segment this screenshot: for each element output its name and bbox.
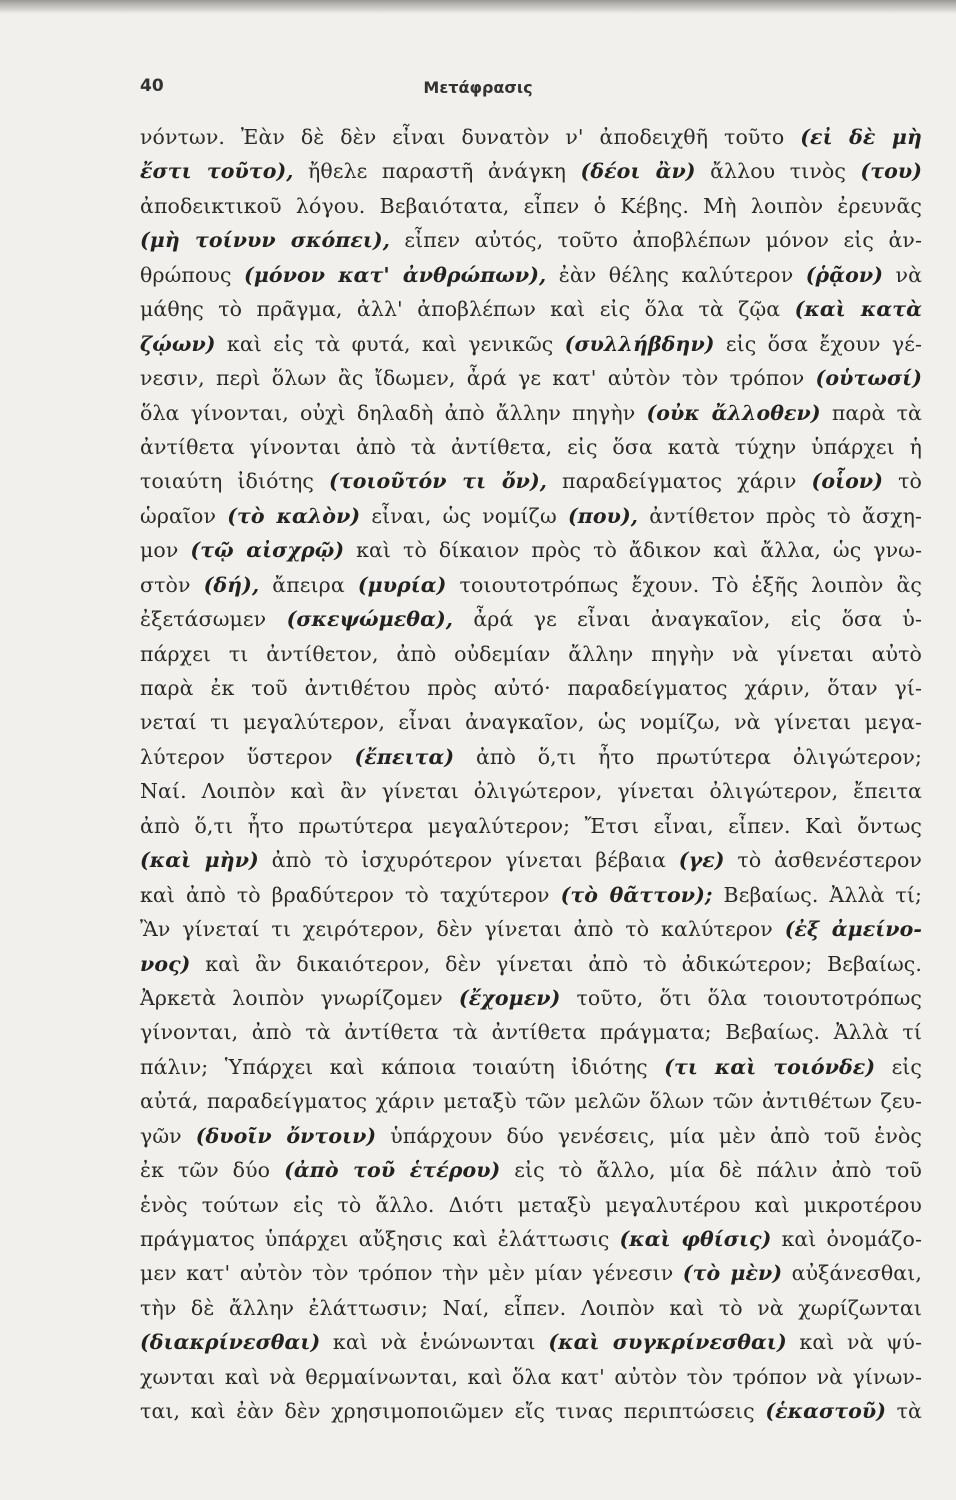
original-greek-gloss: ἔστι τοῦτο), [140,159,294,184]
text-line [140,292,922,326]
text-segment: παρὰ τὰ [820,400,922,425]
text-segment: καὶ ἂν δικαιότερον, δὲν γίνεται ἀπὸ τὸ ἀδικώτερον; Βεβαίως. [190,951,922,976]
text-line [140,1050,922,1084]
original-greek-gloss: (καὶ φθίσις) [619,1227,772,1251]
text-segment: νεταί τι μεγαλύτερον, εἶναι ἀναγκαῖον, ὡς νομίζω, νὰ γίνεται μεγα- [140,710,922,735]
original-greek-gloss: (ῥᾷον) [805,262,884,287]
text-segment: Βεβαίως. Ἀλλὰ τί; [712,882,923,907]
text-line [140,568,922,602]
original-greek-gloss: (εἰ δὲ μὴ [800,125,922,149]
text-line [140,223,922,257]
text-segment: τὸ ἀσθενέστερον [724,848,922,873]
text-line [140,981,922,1015]
text-line [140,1325,922,1359]
text-segment: καὶ νὰ ψύ- [786,1330,922,1355]
text-line [140,809,922,843]
text-segment: μάθης τὸ πρᾶγμα, ἀλλ' ἀποβλέπων καὶ εἰς ὅλα τὰ ζῷα [140,297,795,322]
text-segment: καὶ ἀπὸ τὸ βραδύτερον τὸ ταχύτερον [140,882,561,907]
original-greek-gloss: (μόνον κατ' ἀνθρώπων), [244,262,547,287]
text-segment: τὰ [886,1399,922,1424]
text-segment: καὶ τὸ δίκαιον πρὸς τὸ ἄδικον καὶ ἄλλα, ὡς γνω- [344,538,922,563]
text-segment: καὶ νὰ ἑνώνωνται [320,1330,549,1355]
original-greek-gloss: ζῴων) [140,331,216,356]
page-number: 40 [140,76,164,96]
original-greek-gloss: (συλλήβδην) [564,331,715,356]
original-greek-gloss: (μυρία) [357,572,447,597]
text-segment: εἰς ὅσα ἔχουν γέ- [714,331,922,356]
text-segment: νόντων. Ἐὰν δὲ δὲν εἶναι δυνατὸν ν' ἀποδειχθῆ τοῦτο [140,125,801,149]
text-segment: ἀποδεικτικοῦ λόγου. Βεβαιότατα, εἶπεν ὁ Κέβης. Μὴ λοιπὸν ἐρευνᾶς [140,193,922,218]
text-segment: τὸ [883,469,922,494]
text-segment: Ἂν γίνεταί τι χειρότερον, δὲν γίνεται ἀπὸ τὸ καλύτερον [140,917,785,942]
text-line [140,947,922,981]
text-segment: ἤθελε παραστῆ ἀνάγκη [293,159,581,184]
original-greek-gloss: (τὸ μὲν) [682,1261,783,1286]
text-line [140,637,922,671]
text-line [140,1153,922,1187]
original-greek-gloss: (ἔπειτα) [354,744,455,769]
text-segment: εἰς τὸ ἄλλο, μία δὲ πάλιν ἀπὸ τοῦ [500,1158,922,1183]
original-greek-gloss: (ἐξ ἀμείνο- [784,917,922,942]
text-segment: παρὰ ἐκ τοῦ ἀντιθέτου πρὸς αὐτό· παραδείγματος χάριν, ὅταν γί- [140,676,922,700]
text-segment: εἰς [875,1054,923,1079]
text-line [140,878,922,912]
original-greek-gloss: (καὶ μὴν) [140,848,259,873]
text-segment: τοῦτο, ὅτι ὅλα τοιουτοτρόπως [560,985,922,1010]
text-line [140,533,922,567]
original-greek-gloss: (του) [860,159,923,184]
text-line [140,1291,922,1325]
text-line [140,1015,922,1049]
running-head: Μετάφρασις [423,78,533,97]
text-line [140,912,922,946]
original-greek-gloss: (διακρίνεσθαι) [140,1330,321,1355]
text-line [140,1360,922,1394]
text-segment: μον [140,538,191,563]
text-segment: νεσιν, περὶ ὅλων ἂς ἴδωμεν, ἆρά γε κατ' αὐτὸν τὸν τρόπον [140,366,816,391]
text-segment: τοιουτοτρόπως ἔχουν. Τὸ ἑξῆς λοιπὸν ἂς [446,572,923,597]
text-segment: παραδείγματος χάριν [546,469,812,494]
original-greek-gloss: (γε) [678,848,725,873]
text-segment: ἑνὸς τούτων εἰς τὸ ἄλλο. Διότι μεταξὺ μεγαλυτέρου καὶ μικροτέρου [140,1192,922,1217]
text-line [140,258,922,292]
text-segment: ἐξετάσωμεν [140,607,287,632]
original-greek-gloss: (τὸ καλὸν) [227,503,361,528]
text-segment: μεν κατ' αὐτὸν τὸν τρόπον τὴν μὲν μίαν γένεσιν [140,1261,683,1286]
text-line [140,154,922,188]
text-segment: ἐὰν θέλης καλύτερον [546,262,806,287]
original-greek-gloss: (τοιοῦτόν τι ὄν), [329,469,547,494]
text-segment: ἀπὸ τὸ ἰσχυρότερον γίνεται βέβαια [258,848,679,873]
text-line [140,1222,922,1256]
original-greek-gloss: (μὴ τοίνυν σκόπει), [140,228,390,253]
text-segment: λύτερον ὕστερον [140,744,355,769]
original-greek-gloss: (ἑκαστοῦ) [765,1399,887,1424]
text-segment: τὴν δὲ ἄλλην ἐλάττωσιν; Ναί, εἶπεν. Λοιπὸν καὶ τὸ νὰ χωρίζωνται [140,1295,922,1320]
text-line [140,430,922,464]
text-line [140,499,922,533]
text-line [140,464,922,498]
original-greek-gloss: (καὶ συγκρίνεσθαι) [548,1330,787,1355]
text-segment: ὑπάρχουν δύο γενέσεις, μία μὲν ἀπὸ τοῦ ἑνὸς [376,1123,922,1148]
text-segment: ἄλλου τινὸς [695,159,861,184]
text-segment: Ναί. Λοιπὸν καὶ ἂν γίνεται ὀλιγώτερον, γίνεται ὀλιγώτερον, ἔπειτα [140,779,922,804]
text-segment: τοιαύτη ἰδιότης [140,469,330,494]
text-line [140,671,922,705]
text-segment: γῶν [140,1123,196,1148]
text-line [140,189,922,223]
text-segment: ἀπὸ ὅ,τι ἦτο πρωτύτερα ὀλιγώτερον; [454,744,922,769]
original-greek-gloss: (τῷ αἰσχρῷ) [190,538,345,563]
text-segment: ἐκ τῶν δύο [140,1158,285,1183]
original-greek-gloss: (οὐκ ἄλλοθεν) [646,400,821,425]
page-edge-shadow [0,0,956,14]
text-segment: χωνται καὶ νὰ θερμαίνωνται, καὶ ὅλα κατ' αὐτὸν τὸν τρόπον νὰ γίνων- [140,1364,922,1389]
text-segment: νὰ [883,262,923,287]
original-greek-gloss: (καὶ κατὰ [794,297,922,322]
text-segment: εἶναι, ὡς νομίζω [360,503,568,528]
text-segment: ἆρά γε εἶναι ἀναγκαῖον, εἰς ὅσα ὑ- [453,607,922,632]
original-greek-gloss: (δή), [203,572,260,597]
text-line [140,120,922,154]
body-text [140,120,922,1429]
text-segment: πράγματος ὑπάρχει αὔξησις καὶ ἐλάττωσις [140,1227,620,1251]
text-segment: Ἀρκετὰ λοιπὸν γνωρίζομεν [140,985,459,1010]
text-line [140,705,922,739]
original-greek-gloss: (οὑτωσί) [815,366,922,391]
original-greek-gloss: (τι καὶ τοιόνδε) [664,1054,876,1079]
text-line [140,774,922,808]
text-segment: ται, καὶ ἐὰν δὲν χρησιμοποιῶμεν εἴς τινας περιπτώσεις [140,1399,766,1424]
text-segment: καὶ εἰς τὰ φυτά, καὶ γενικῶς [215,331,565,356]
text-segment: εἶπεν αὐτός, τοῦτο ἀποβλέπων μόνον εἰς ἀν- [389,228,923,253]
original-greek-gloss: (δυοῖν ὄντοιν) [195,1123,377,1148]
text-line [140,327,922,361]
text-segment: γίνονται, ἀπὸ τὰ ἀντίθετα τὰ ἀντίθετα πράγματα; Βεβαίως. Ἀλλὰ τί [140,1020,922,1045]
text-segment: ὡραῖον [140,503,228,528]
text-line [140,602,922,636]
text-line [140,740,922,774]
text-segment: αὐξάνεσθαι, [782,1261,922,1286]
original-greek-gloss: νος) [140,951,191,976]
original-greek-gloss: (ἀπὸ τοῦ ἑτέρου) [284,1158,501,1183]
text-line [140,1084,922,1118]
original-greek-gloss: (ἔχομεν) [458,985,561,1010]
text-line [140,1256,922,1290]
original-greek-gloss: (που), [567,503,639,528]
original-greek-gloss: (οἷον) [811,469,884,494]
text-segment: αὐτά, παραδείγματος χάριν μεταξὺ τῶν μελῶν ὅλων τῶν ἀντιθέτων ζευ- [140,1089,922,1114]
text-segment: πάλιν; Ὑπάρχει καὶ κάποια τοιαύτη ἰδιότης [140,1054,665,1079]
text-line [140,361,922,395]
text-segment: στὸν [140,572,204,597]
text-line [140,1119,922,1153]
text-segment: καὶ ὀνομάζο- [771,1227,922,1251]
text-line [140,843,922,877]
original-greek-gloss: (σκεψώμεθα), [286,607,453,632]
text-line [140,396,922,430]
text-segment: ἀντίθετον πρὸς τὸ ἄσχη- [638,503,922,528]
text-segment: θρώπους [140,262,245,287]
text-segment: ἀπὸ ὅ,τι ἦτο πρωτύτερα μεγαλύτερον; Ἔτσι εἶναι, εἶπεν. Καὶ ὄντως [140,813,922,838]
text-segment: ἄπειρα [259,572,358,597]
original-greek-gloss: (τὸ θᾶττον); [560,882,713,907]
text-segment: ὅλα γίνονται, οὐχὶ δηλαδὴ ἀπὸ ἄλλην πηγὴν [140,400,647,425]
text-line [140,1394,922,1428]
original-greek-gloss: (δέοι ἂν) [580,159,696,184]
text-line [140,1188,922,1222]
text-segment: πάρχει τι ἀντίθετον, ἀπὸ οὐδεμίαν ἄλλην πηγὴν νὰ γίνεται αὐτὸ [140,641,922,666]
text-segment: ἀντίθετα γίνονται ἀπὸ τὰ ἀντίθετα, εἰς ὅσα κατὰ τύχην ὑπάρχει ἡ [140,434,922,459]
